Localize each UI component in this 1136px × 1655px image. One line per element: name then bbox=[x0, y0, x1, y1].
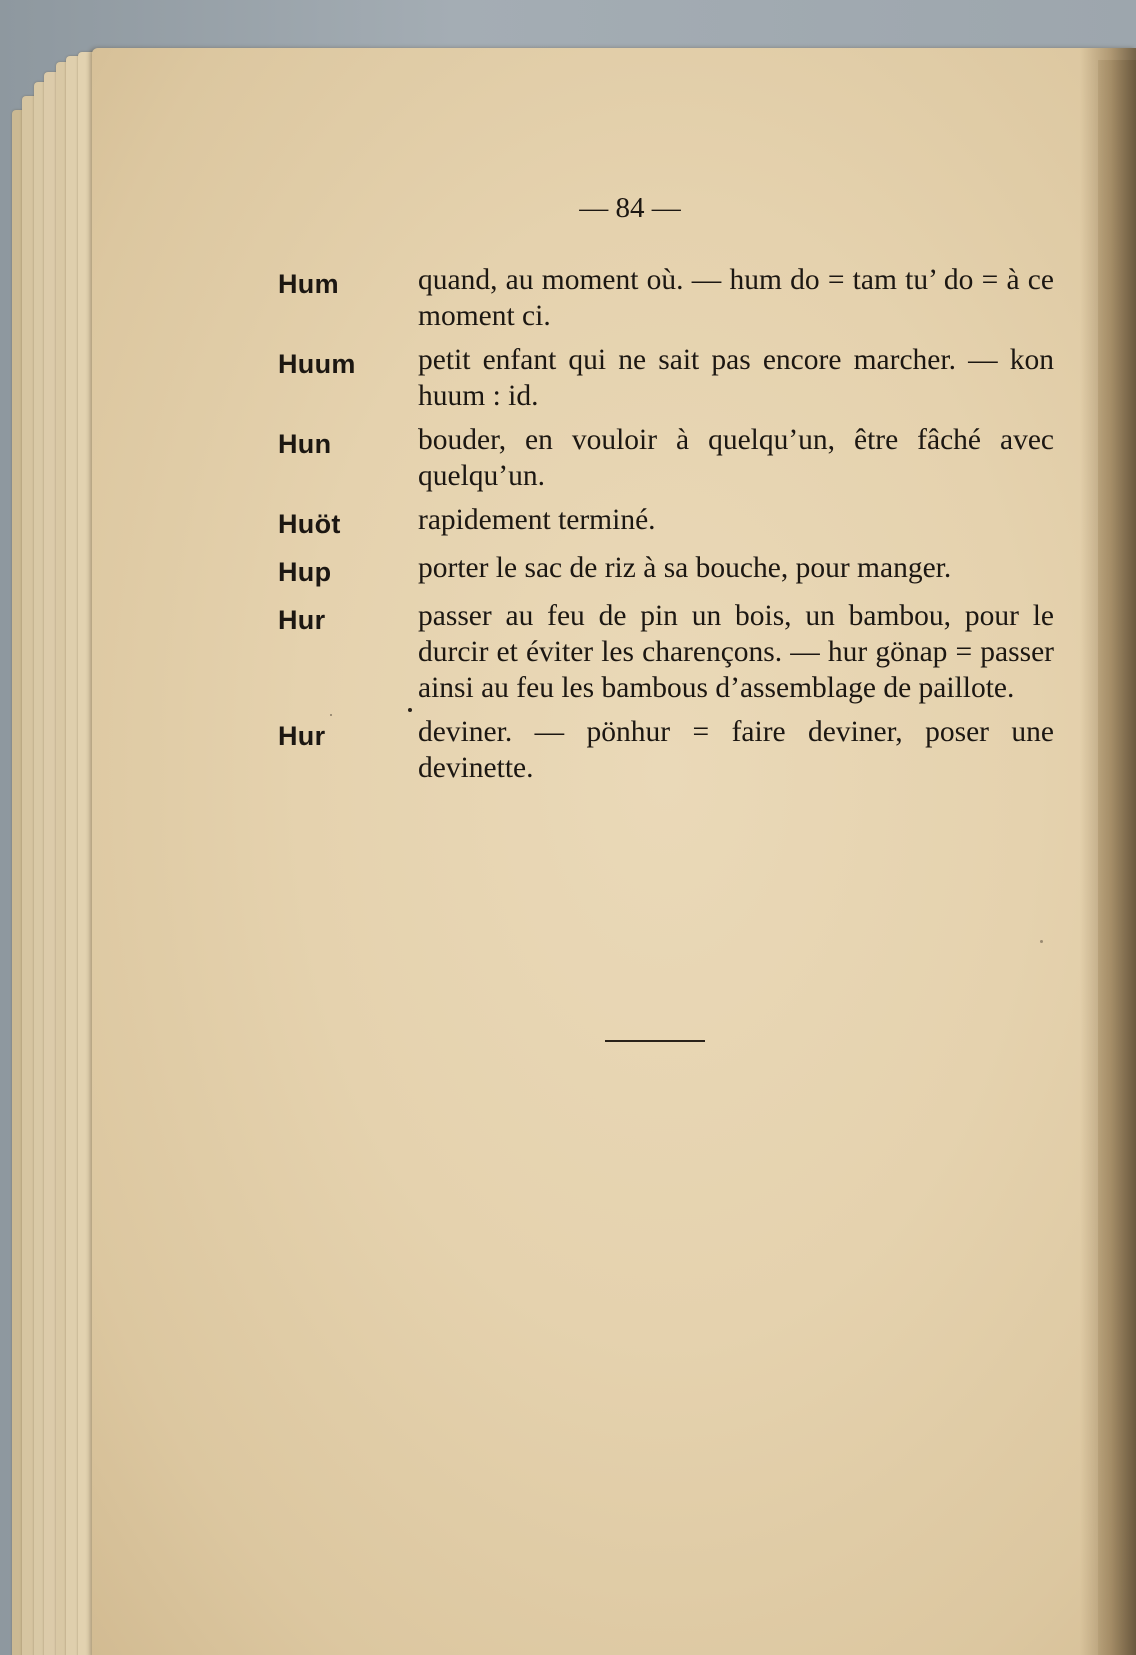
entry-headword: Huum bbox=[278, 349, 356, 379]
section-end-rule bbox=[605, 1040, 705, 1042]
dictionary-entries bbox=[278, 262, 1054, 794]
dictionary-entry bbox=[278, 550, 1054, 590]
paper-speck bbox=[330, 714, 332, 716]
page-number: — 84 — bbox=[579, 192, 681, 224]
entry-definition: rapidement terminé. bbox=[418, 504, 656, 536]
entry-definition: bouder, en vouloir à quelqu’un, être fâché avec quelqu’un. bbox=[418, 424, 1054, 492]
dictionary-entry bbox=[278, 262, 1054, 334]
entry-headword: Huöt bbox=[278, 509, 341, 539]
entry-headword: Hun bbox=[278, 429, 332, 459]
dictionary-entry bbox=[278, 598, 1054, 706]
dictionary-entry bbox=[278, 422, 1054, 494]
paper-speck bbox=[1040, 940, 1043, 943]
entry-headword: Hup bbox=[278, 557, 332, 587]
entry-headword: Hum bbox=[278, 269, 339, 299]
dictionary-entry bbox=[278, 502, 1054, 542]
entry-headword: Hur bbox=[278, 721, 326, 751]
entry-definition: quand, au moment où. — hum do = tam tu’ do = à ce moment ci. bbox=[418, 264, 1054, 332]
entry-definition: deviner. — pönhur = faire deviner, poser une devinette. bbox=[418, 716, 1054, 784]
entry-definition: petit enfant qui ne sait pas encore marcher. — kon huum : id. bbox=[418, 344, 1054, 412]
entry-headword: Hur bbox=[278, 605, 326, 635]
paper-speck bbox=[408, 708, 412, 712]
entry-definition: porter le sac de riz à sa bouche, pour manger. bbox=[418, 552, 952, 584]
dictionary-entry bbox=[278, 714, 1054, 786]
entry-definition: passer au feu de pin un bois, un bambou, pour le durcir et éviter les charençons. — hur gönap = passer ainsi au feu les bambous d’assemblage de paillote. bbox=[418, 600, 1054, 704]
dictionary-entry bbox=[278, 342, 1054, 414]
